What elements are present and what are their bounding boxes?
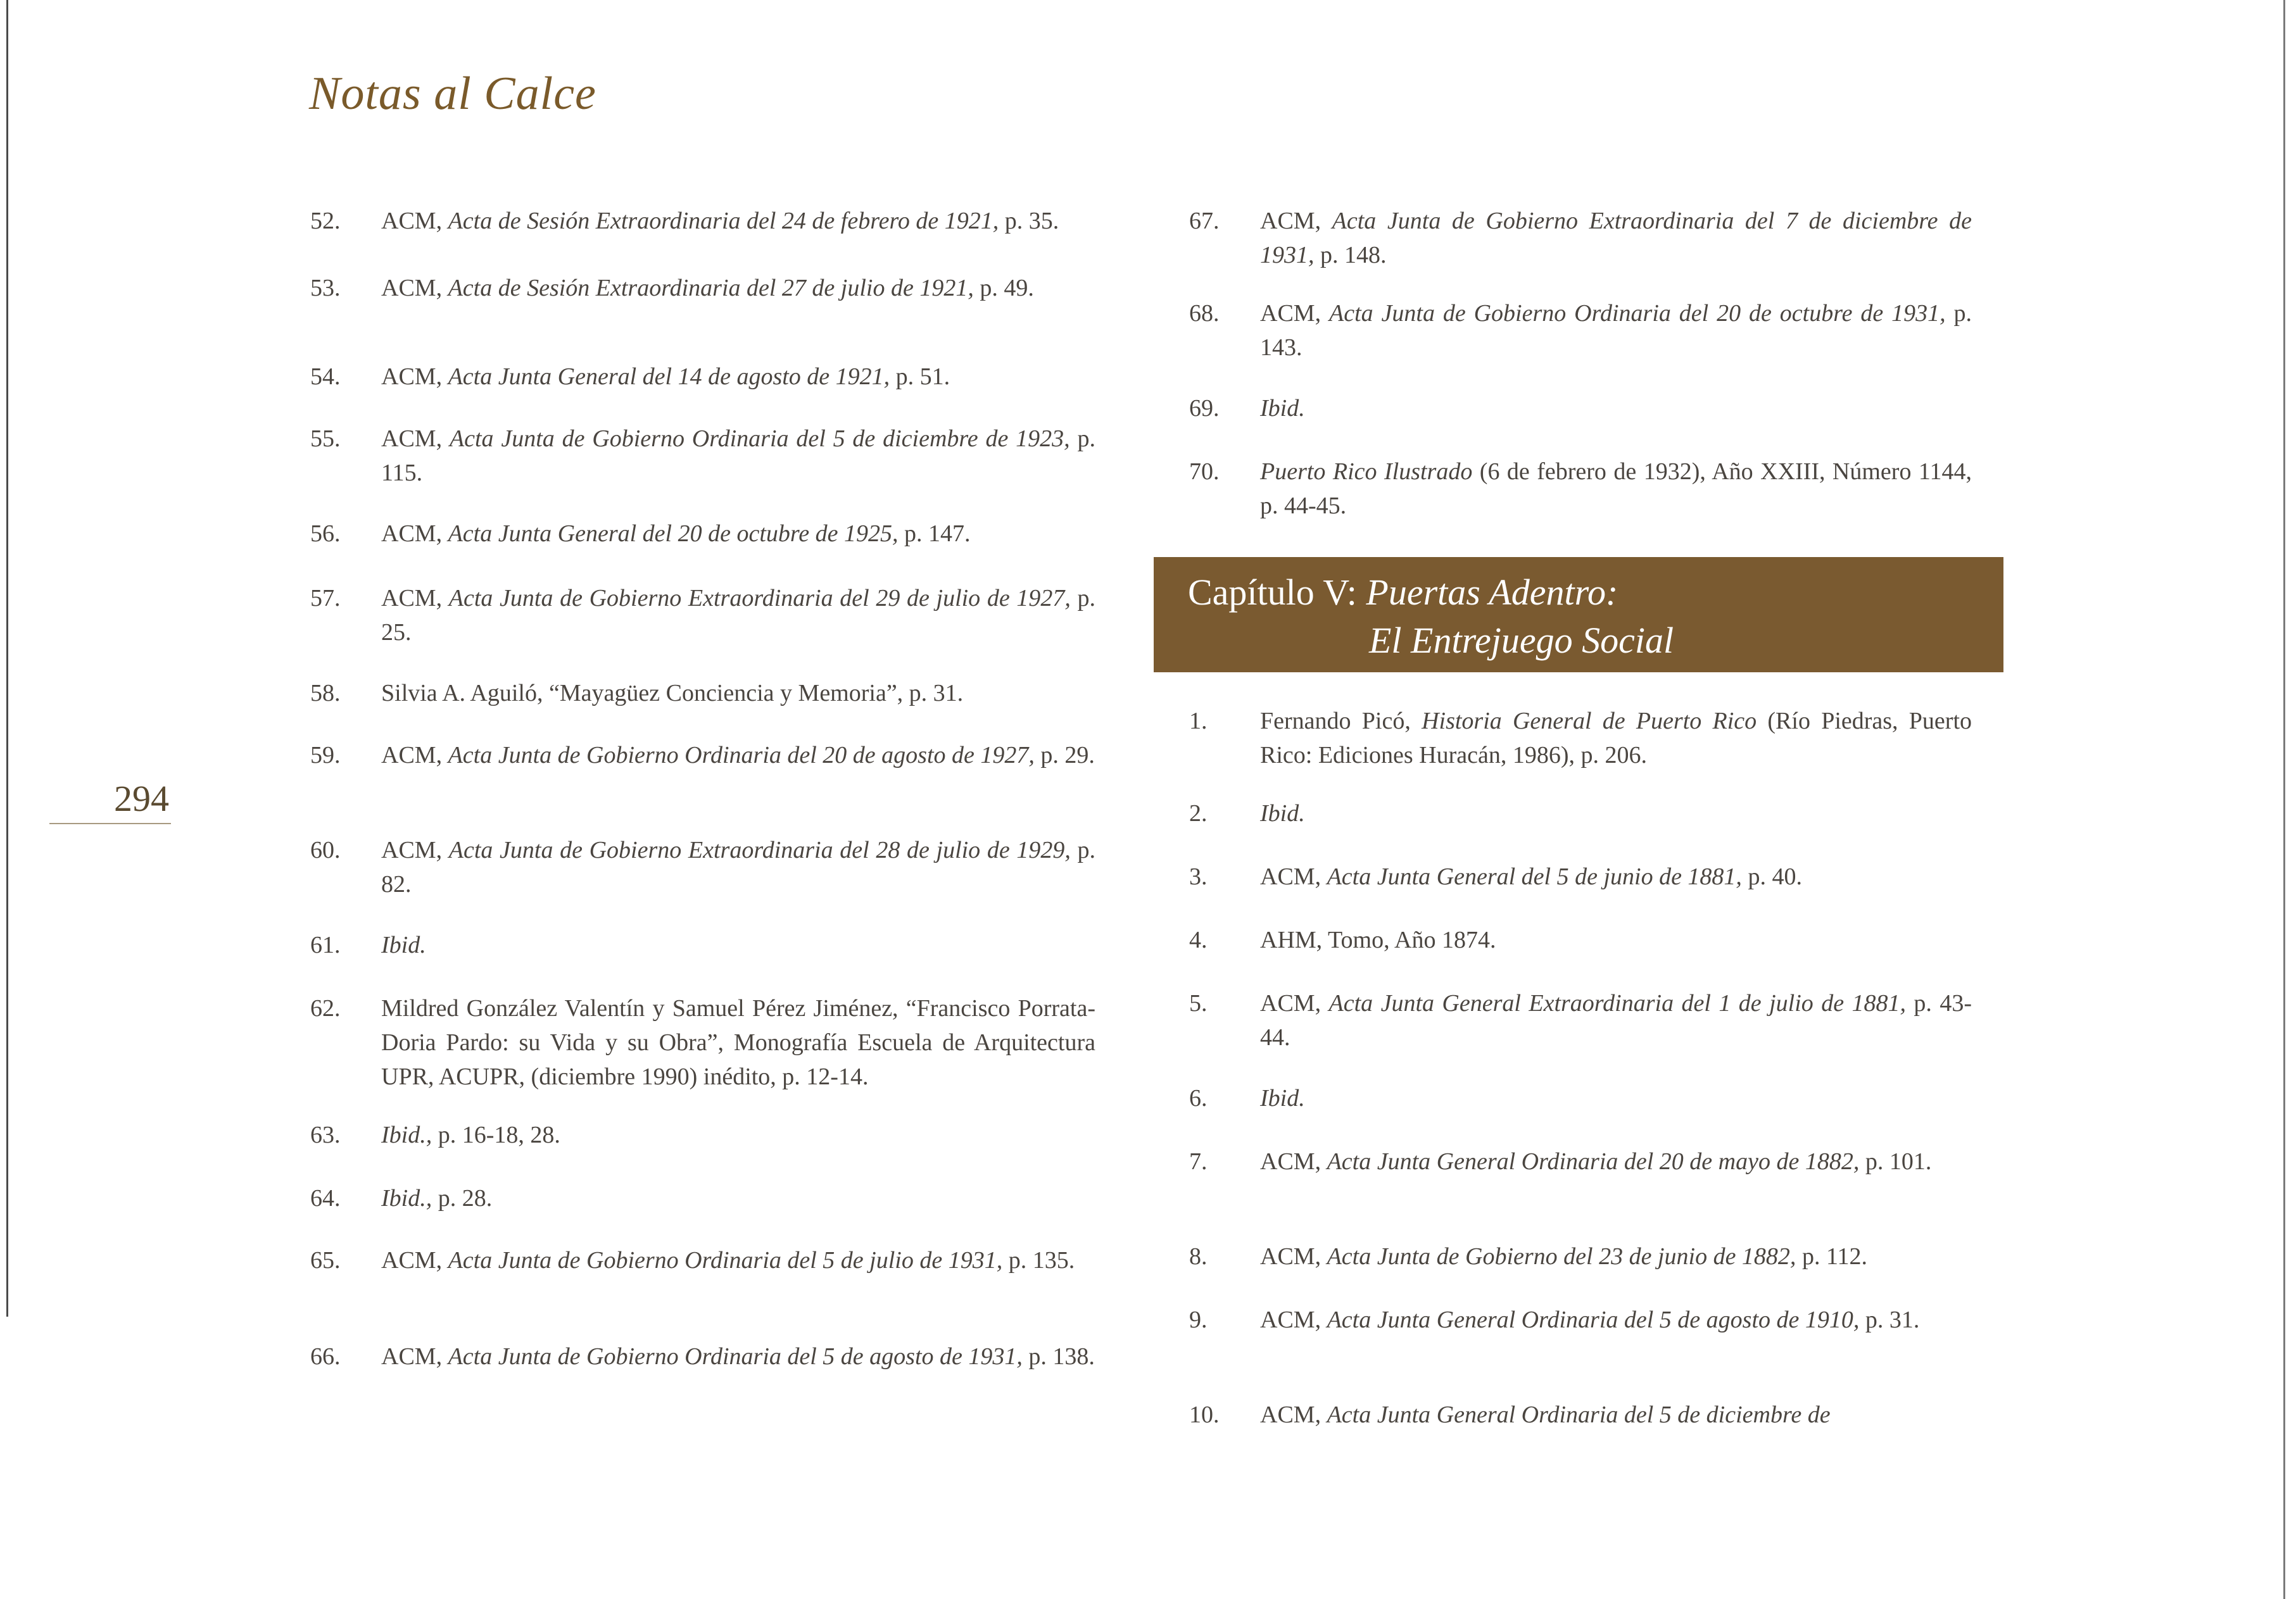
page-number-rule	[49, 823, 171, 824]
chapter-banner	[1154, 557, 2003, 672]
footnote-text: Ibid.	[1260, 800, 1305, 827]
footnote-text: ACM, Acta Junta de Gobierno Ordinaria del 20 de octubre de 1931, p. 143.	[1260, 300, 1972, 361]
footnote-number: 9.	[1189, 1307, 1208, 1333]
footnote	[310, 517, 1095, 551]
footnote-number: 7.	[1189, 1148, 1208, 1175]
footnote-number: 53.	[310, 275, 341, 301]
footnote-text: ACM, Acta Junta General del 14 de agosto de 1921, p. 51.	[381, 363, 950, 390]
footnote-text: Fernando Picó, Historia General de Puerto Rico (Río Piedras, Puerto Rico: Ediciones Huracán, 1986), p. 206.	[1260, 708, 1972, 768]
footnote-number: 65.	[310, 1247, 341, 1274]
footnote-text: AHM, Tomo, Año 1874.	[1260, 927, 1496, 953]
footnote-text: ACM, Acta Junta de Gobierno Ordinaria del 20 de agosto de 1927, p. 29.	[381, 742, 1095, 768]
footnote	[1189, 704, 1972, 772]
footnote-number: 2.	[1189, 800, 1208, 827]
footnote-number: 5.	[1189, 990, 1208, 1017]
footnote	[1189, 923, 1972, 957]
footnote-text: ACM, Acta Junta General del 20 de octubre de 1925, p. 147.	[381, 520, 971, 547]
footnote-number: 60.	[310, 837, 341, 863]
footnote	[310, 581, 1095, 649]
chapter-heading	[1188, 567, 1618, 618]
footnote-text: ACM, Acta Junta de Gobierno Ordinaria del 5 de agosto de 1931, p. 138.	[381, 1343, 1095, 1370]
footnote-number: 68.	[1189, 300, 1220, 327]
footnote-number: 69.	[1189, 395, 1220, 422]
footnote	[1189, 1239, 1972, 1274]
footnote-text: Ibid.	[381, 932, 426, 958]
footnote-number: 61.	[310, 932, 341, 958]
footnote-text: ACM, Acta Junta de Gobierno del 23 de junio de 1882, p. 112.	[1260, 1243, 1868, 1270]
footnote-number: 6.	[1189, 1085, 1208, 1112]
footnote-text: Puerto Rico Ilustrado (6 de febrero de 1932), Año XXIII, Número 1144, p. 44-45.	[1260, 458, 1972, 519]
footnote-number: 58.	[310, 680, 341, 706]
footnote-number: 10.	[1189, 1401, 1220, 1428]
footnote-text: ACM, Acta Junta de Gobierno Ordinaria del 5 de diciembre de 1923, p. 115.	[381, 425, 1095, 486]
footnote-number: 59.	[310, 742, 341, 768]
footnote-text: Silvia A. Aguiló, “Mayagüez Conciencia y Memoria”, p. 31.	[381, 680, 964, 706]
footnote	[310, 204, 1095, 238]
footnote-text: ACM, Acta Junta de Gobierno Ordinaria del 5 de julio de 1931, p. 135.	[381, 1247, 1075, 1274]
footnote-text: ACM, Acta Junta General Ordinaria del 5 de diciembre de	[1260, 1401, 1831, 1428]
footnote-number: 56.	[310, 520, 341, 547]
footnote-text: Mildred González Valentín y Samuel Pérez Jiménez, “Francisco Porrata-Doria Pardo: su Vida y su Obra”, Monografía Escuela de Arquitectura UPR, ACUPR, (diciembre 1990) inédito, p. 12-14.	[381, 995, 1095, 1090]
footnote-text: ACM, Acta Junta General del 5 de junio de 1881, p. 40.	[1260, 863, 1802, 890]
footnote-text: ACM, Acta Junta General Ordinaria del 5 de agosto de 1910, p. 31.	[1260, 1307, 1920, 1333]
footnote	[310, 928, 1095, 962]
footnote	[310, 422, 1095, 490]
footnote	[1189, 455, 1972, 523]
footnote-number: 3.	[1189, 863, 1208, 890]
footnote-text: ACM, Acta de Sesión Extraordinaria del 24 de febrero de 1921, p. 35.	[381, 208, 1059, 234]
footnote-number: 57.	[310, 585, 341, 611]
footnote	[1189, 204, 1972, 272]
footnote	[1189, 986, 1972, 1055]
footnote	[310, 676, 1095, 710]
footnote	[1189, 860, 1972, 894]
footnote-number: 8.	[1189, 1243, 1208, 1270]
footnote-text: Ibid.	[1260, 1085, 1305, 1112]
footnote-text: Ibid., p. 28.	[381, 1185, 493, 1212]
footnote-text: ACM, Acta Junta de Gobierno Extraordinaria del 28 de julio de 1929, p. 82.	[381, 837, 1096, 898]
footnote	[310, 1181, 1095, 1215]
footnote	[310, 271, 1095, 305]
chapter-title-line2: El Entrejuego Social	[1369, 620, 1674, 661]
footnote	[1189, 391, 1972, 425]
chapter-title-line1: Puertas Adentro:	[1366, 572, 1618, 613]
footnote	[310, 833, 1095, 901]
footnote	[1189, 1081, 1972, 1115]
footnote-number: 62.	[310, 995, 341, 1022]
footnote-text: ACM, Acta Junta General Extraordinaria del 1 de julio de 1881, p. 43-44.	[1260, 990, 1972, 1051]
footnote-text: Ibid., p. 16-18, 28.	[381, 1122, 560, 1148]
footnote-number: 64.	[310, 1185, 341, 1212]
footnote-number: 54.	[310, 363, 341, 390]
footnote	[1189, 1398, 1972, 1432]
footnote-text: ACM, Acta Junta de Gobierno Extraordinaria del 29 de julio de 1927, p. 25.	[381, 585, 1096, 646]
running-title: Notas al Calce	[309, 68, 596, 120]
footnote	[310, 1118, 1095, 1152]
footnote-number: 67.	[1189, 208, 1220, 234]
footnote-number: 1.	[1189, 708, 1208, 734]
page-number: 294	[114, 778, 169, 819]
footnote-text: ACM, Acta Junta General Ordinaria del 20 de mayo de 1882, p. 101.	[1260, 1148, 1932, 1175]
footnote-text: ACM, Acta Junta de Gobierno Extraordinaria del 7 de diciembre de 1931, p. 148.	[1260, 208, 1972, 268]
footnote	[310, 360, 1095, 394]
footnote	[1189, 1303, 1972, 1337]
footnote-text: Ibid.	[1260, 395, 1305, 422]
footnote	[310, 991, 1095, 1094]
footnote-text: ACM, Acta de Sesión Extraordinaria del 27 de julio de 1921, p. 49.	[381, 275, 1034, 301]
footnote	[1189, 296, 1972, 365]
footnote	[1189, 1144, 1972, 1179]
footnote	[310, 1339, 1095, 1374]
footnote	[310, 738, 1095, 772]
footnote-number: 63.	[310, 1122, 341, 1148]
footnote-number: 52.	[310, 208, 341, 234]
footnote-number: 70.	[1189, 458, 1220, 485]
footnote-number: 66.	[310, 1343, 341, 1370]
footnote-number: 4.	[1189, 927, 1208, 953]
footnote	[1189, 796, 1972, 831]
binding-edge	[6, 0, 8, 1317]
chapter-label: Capítulo V:	[1188, 572, 1357, 613]
footnote-number: 55.	[310, 425, 341, 452]
footnote	[310, 1243, 1095, 1277]
page-edge	[2283, 0, 2285, 1599]
